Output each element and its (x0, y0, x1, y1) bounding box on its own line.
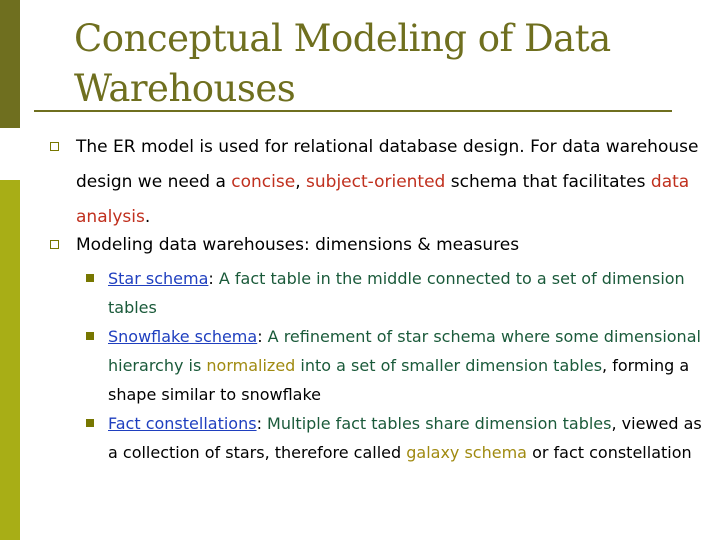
star-schema-link[interactable]: Star schema (108, 269, 209, 288)
bullet-er-model (50, 130, 710, 235)
square-bullet-icon (50, 240, 59, 249)
filled-square-bullet-icon (86, 274, 94, 282)
filled-square-bullet-icon (86, 332, 94, 340)
subject-oriented-highlight: subject-oriented (306, 172, 446, 192)
slide-title-line-2: Warehouses (74, 67, 296, 110)
sub-bullet-fact-constellations-text: Fact constellations: Multiple fact tables share dimension tables, viewed as a collection of stars, therefore called galaxy schema or fact constellation (108, 414, 702, 462)
sub-bullet-star-schema-text: Star schema: A fact table in the middle connected to a set of dimension tables (108, 269, 685, 317)
bullet-modeling-text: Modeling data warehouses: dimensions & measures (76, 235, 520, 255)
left-accent-bar-light (0, 180, 20, 540)
sub-bullet-star-schema (86, 264, 706, 322)
concise-highlight: concise (231, 172, 296, 192)
data-analysis-highlight: data analysis (76, 172, 690, 227)
left-accent-bar-dark (0, 0, 20, 128)
square-bullet-icon (50, 142, 59, 151)
slide-title (74, 14, 674, 114)
fact-constellations-link[interactable]: Fact constellations (108, 414, 257, 433)
filled-square-bullet-icon (86, 419, 94, 427)
sub-bullet-snowflake-schema (86, 322, 706, 409)
bullet-er-model-text: The ER model is used for relational database design. For data warehouse design we need a concise, subject-oriented schema that facilitates data analysis. (76, 137, 699, 227)
sub-bullet-snowflake-schema-text: Snowflake schema: A refinement of star schema where some dimensional hierarchy is normalized into a set of smaller dimension tables, forming a shape similar to snowflake (108, 327, 701, 404)
title-underline (34, 110, 672, 112)
sub-bullet-fact-constellations (86, 409, 706, 467)
bullet-modeling (50, 228, 710, 263)
normalized-highlight: normalized (206, 356, 296, 375)
galaxy-schema-highlight: galaxy schema (406, 443, 527, 462)
snowflake-schema-link[interactable]: Snowflake schema (108, 327, 258, 346)
slide-title-line-1: Conceptual Modeling of Data (74, 17, 611, 60)
